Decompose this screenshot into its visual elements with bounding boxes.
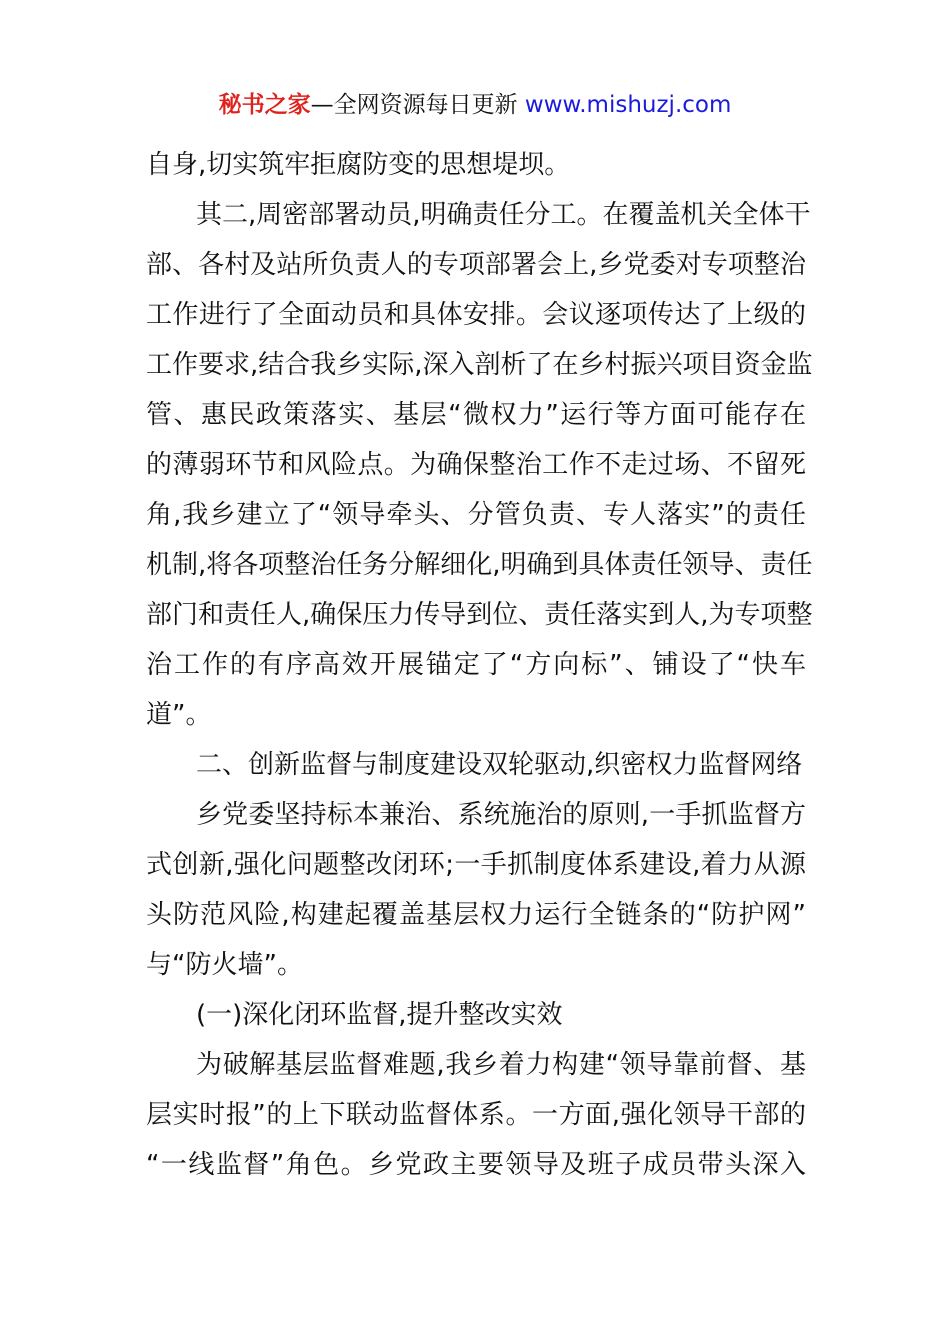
subsection-heading: (一)深化闭环监督,提升整改实效 [196,1000,563,1030]
text-line: 的薄弱环节和风险点。为确保整治工作不走过场、不留死 [146,450,806,480]
text-line: 机制,将各项整治任务分解细化,明确到具体责任领导、责任 [146,550,813,580]
text-line: 道”。 [146,700,212,730]
text-line: “一线监督”角色。乡党政主要领导及班子成员带头深入 [146,1150,806,1180]
text-line: 为破解基层监督难题,我乡着力构建“领导靠前督、基 [196,1050,806,1080]
text-line: 工作进行了全面动员和具体安排。会议逐项传达了上级的 [146,300,806,330]
page-header [0,88,950,122]
text-line: 部门和责任人,确保压力传导到位、责任落实到人,为专项整 [146,600,813,630]
text-line: 头防范风险,构建起覆盖基层权力运行全链条的“防护网” [146,900,806,930]
site-url[interactable]: www.mishuzj.com [524,92,732,118]
section-heading: 二、创新监督与制度建设双轮驱动,织密权力监督网络 [196,750,803,780]
site-tagline: —全网资源每日更新 [310,92,525,118]
text-line: 管、惠民政策落实、基层“微权力”运行等方面可能存在 [146,400,806,430]
text-line: 工作要求,结合我乡实际,深入剖析了在乡村振兴项目资金监 [146,350,813,380]
text-line: 其二,周密部署动员,明确责任分工。在覆盖机关全体干 [196,200,811,230]
text-line: 部、各村及站所负责人的专项部署会上,乡党委对专项整治 [146,250,806,280]
text-line: 层实时报”的上下联动监督体系。一方面,强化领导干部的 [146,1100,806,1130]
text-line: 自身,切实筑牢拒腐防变的思想堤坝。 [146,150,571,180]
text-line: 治工作的有序高效开展锚定了“方向标”、铺设了“快车 [146,650,806,680]
text-line: 角,我乡建立了“领导牵头、分管负责、专人落实”的责任 [146,500,806,530]
text-line: 与“防火墙”。 [146,950,303,980]
text-line: 乡党委坚持标本兼治、系统施治的原则,一手抓监督方 [196,800,806,830]
site-brand: 秘书之家 [218,92,311,118]
text-line: 式创新,强化问题整改闭环;一手抓制度体系建设,着力从源 [146,850,806,880]
